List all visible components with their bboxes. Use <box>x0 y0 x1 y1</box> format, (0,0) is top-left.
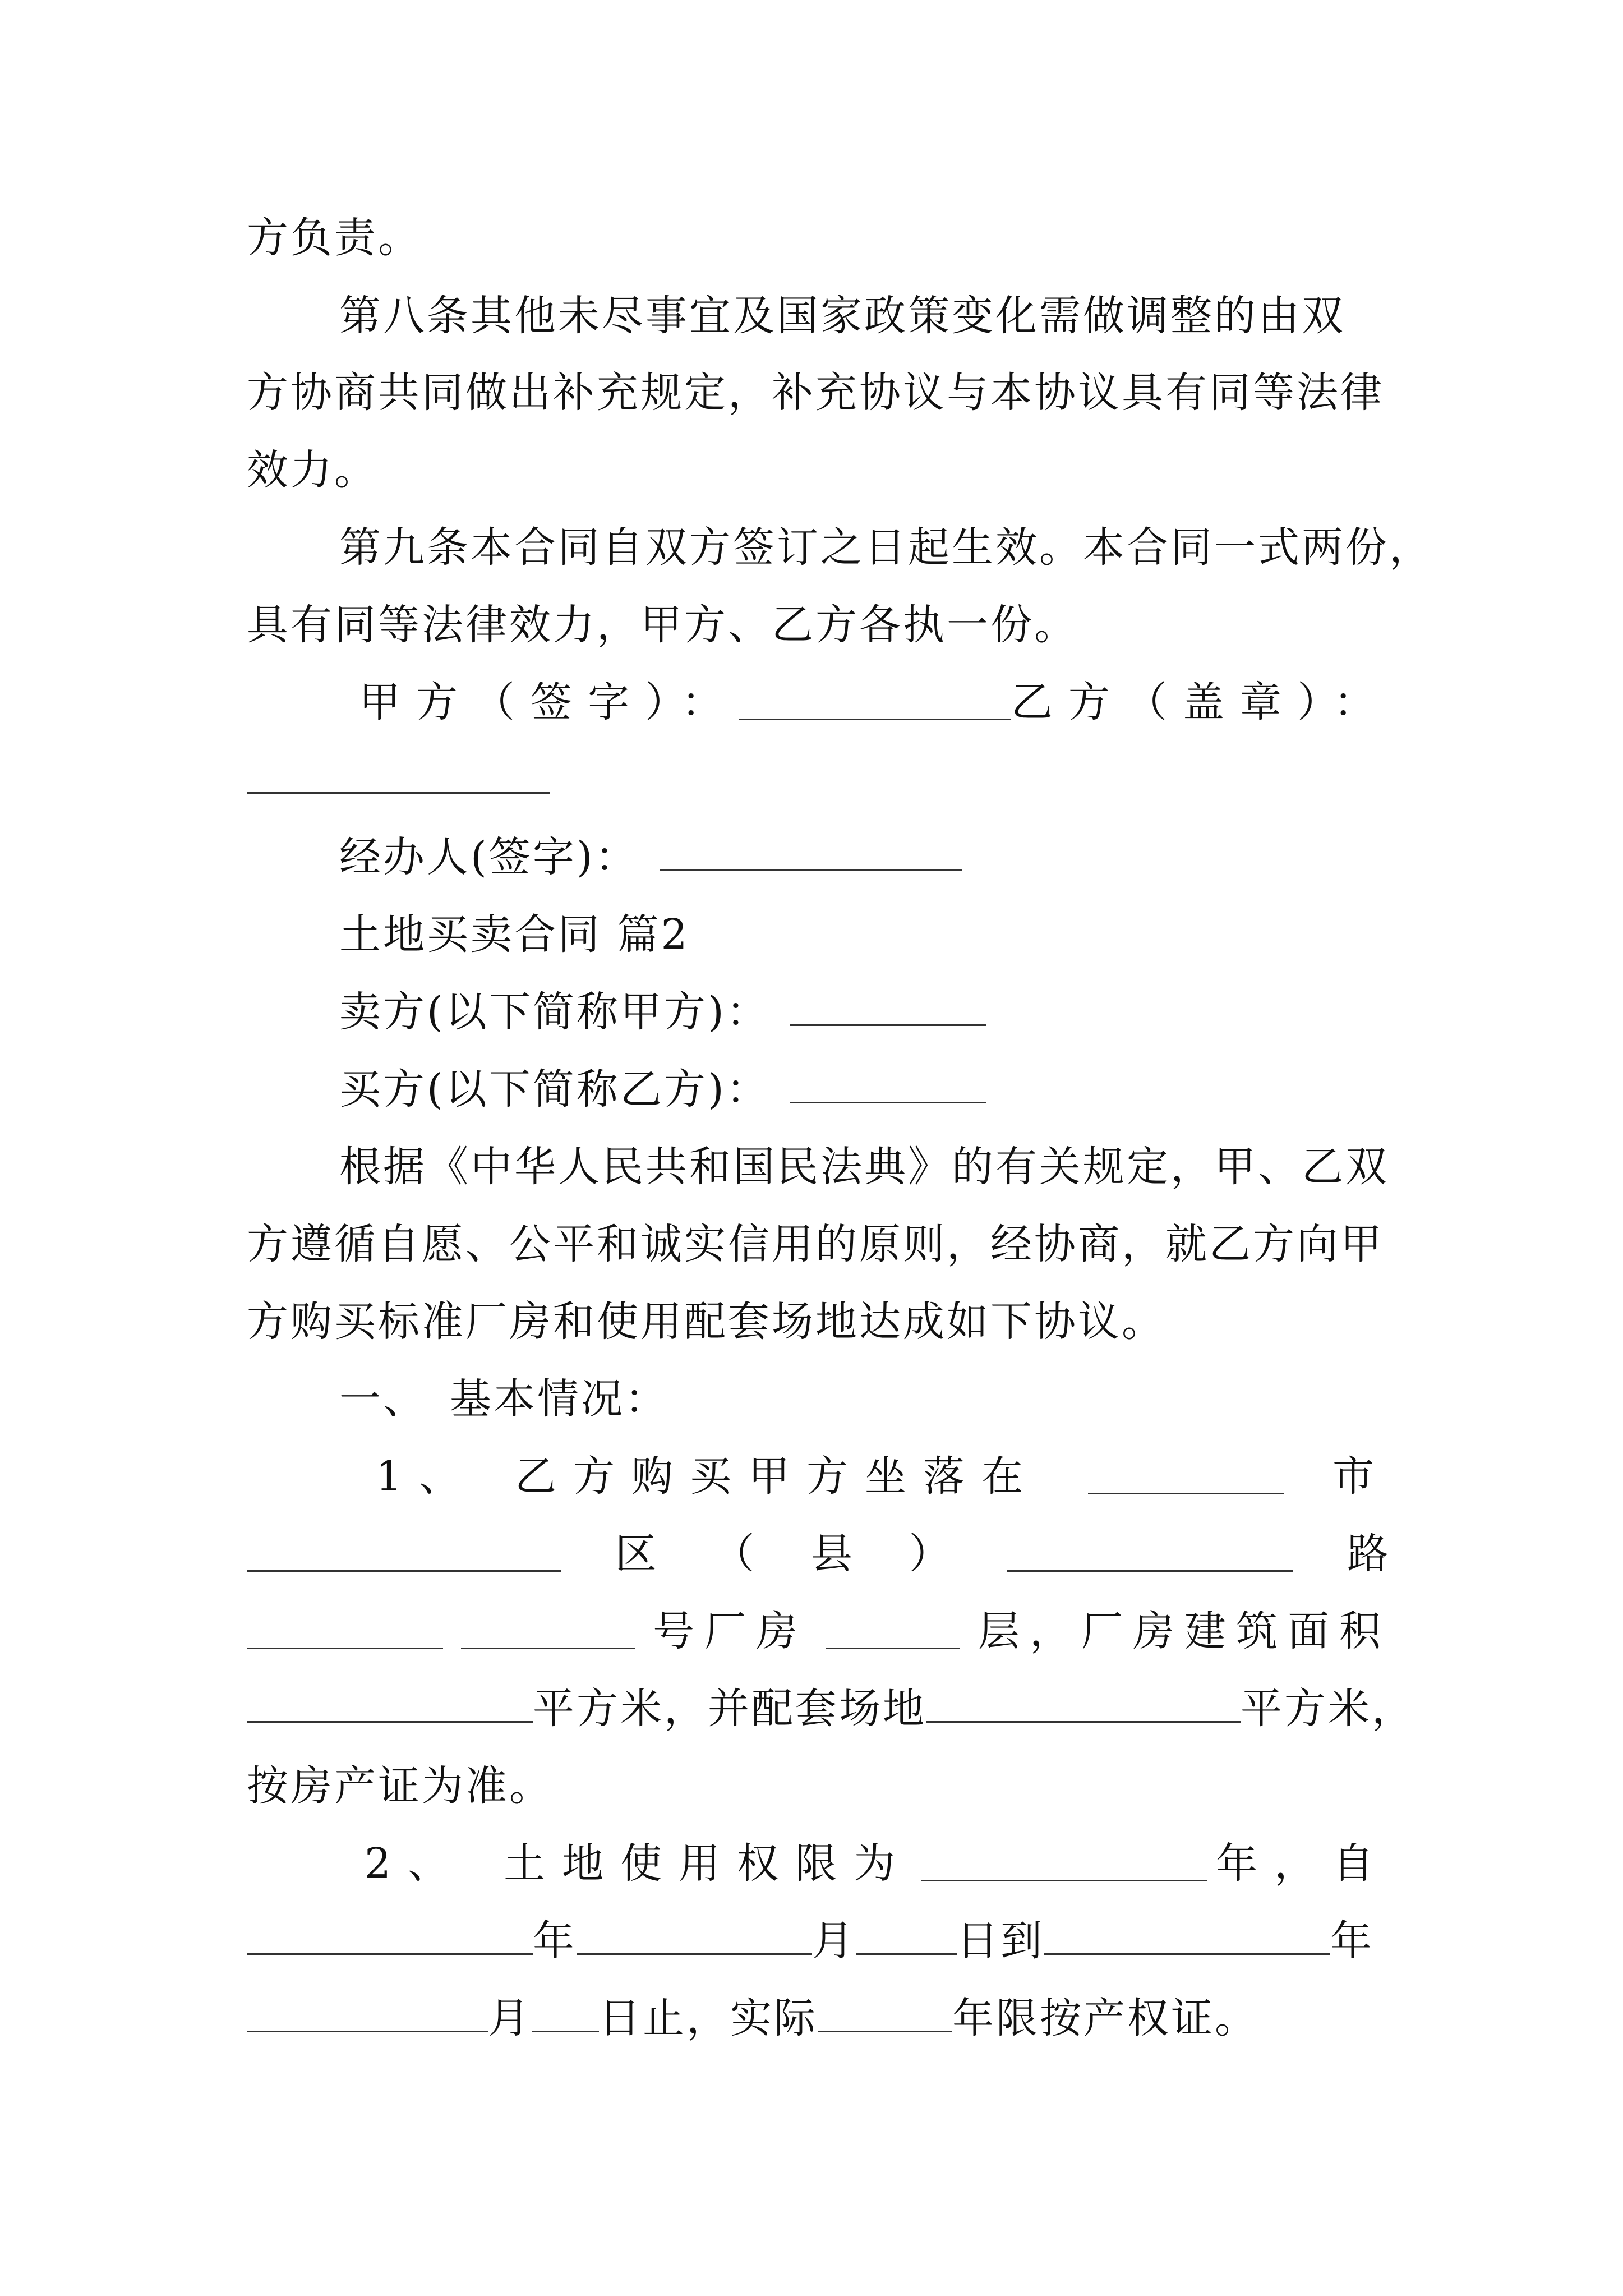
buyer-line <box>339 1056 1391 1123</box>
preamble-line: 方遵循自愿、公平和诚实信用的原则，经协商，就乙方向甲 <box>247 1220 1384 1268</box>
end-month-blank <box>247 1997 488 2032</box>
years-from-label: 年，自 <box>1216 1839 1391 1888</box>
preamble-line: 根据《中华人民共和国民法典》的有关规定，甲、乙双 <box>339 1143 1389 1191</box>
county-label: 县 <box>810 1530 855 1578</box>
item-2-line-2 <box>247 1907 1391 1975</box>
bracket-close: ） <box>909 1530 953 1578</box>
contract-title-2: 土地买卖合同 篇2 <box>339 910 690 959</box>
end-day-label: 日止，实际 <box>599 1994 818 2042</box>
city-blank <box>1088 1459 1284 1494</box>
year-label: 年 <box>1330 1917 1374 1965</box>
bracket-open: （ <box>713 1530 757 1578</box>
item-2-text: 2、 土地使用权限为 <box>365 1839 912 1888</box>
end-year-blank <box>1044 1920 1330 1955</box>
item-1-text: 1、 乙方购买甲方坐落在 <box>376 1452 1040 1501</box>
month-label: 月 <box>812 1917 856 1965</box>
site-area-blank <box>926 1687 1241 1723</box>
site-area-label: 平方米，并配套场地 <box>533 1685 926 1733</box>
building-area-blank <box>247 1687 533 1723</box>
number-blank-a <box>247 1614 443 1649</box>
actual-years-blank <box>818 1997 952 2032</box>
section-basic-info: 一、 基本情况： <box>339 1375 668 1423</box>
handler-blank <box>660 836 962 871</box>
item-2-line-1 <box>365 1830 1391 1897</box>
year-label: 年 <box>533 1917 577 1965</box>
factory-number-label: 号厂房 <box>653 1607 808 1655</box>
end-day-blank <box>532 1997 599 2032</box>
handler-line <box>339 823 1391 891</box>
article-nine: 第九条本合同自双方签订之日起生效。本合同一式两份， <box>339 523 1433 572</box>
seller-label: 卖方(以下简称甲方)： <box>339 988 770 1036</box>
floor-blank <box>826 1614 960 1649</box>
city-label: 市 <box>1332 1452 1391 1501</box>
handler-label: 经办人(签字)： <box>339 833 639 881</box>
party-b-seal-blank <box>247 758 550 794</box>
term-label: 年限按产权证。 <box>952 1994 1258 2042</box>
text-line: 方负责。 <box>247 214 422 262</box>
item-1-line-3 <box>247 1598 1391 1665</box>
item-1-line-4 <box>247 1675 1415 1742</box>
party-b-seal-blank-line <box>247 746 1391 813</box>
start-day-blank <box>856 1920 957 1955</box>
buyer-blank <box>790 1068 986 1103</box>
item-1-line-2 <box>247 1520 1391 1588</box>
floor-area-label: 层，厂房建筑面积 <box>978 1607 1391 1655</box>
month-label: 月 <box>488 1994 532 2042</box>
preamble-line: 方购买标准厂房和使用配套场地达成如下协议。 <box>247 1297 1165 1346</box>
start-year-blank <box>247 1920 533 1955</box>
party-b-seal-label: 乙方（盖章）： <box>1011 678 1391 726</box>
years-blank <box>921 1846 1207 1881</box>
district-blank <box>247 1536 561 1572</box>
number-blank-b <box>461 1614 635 1649</box>
party-a-signature-label: 甲方（签字）： <box>359 678 739 726</box>
road-blank <box>1007 1536 1293 1572</box>
buyer-label: 买方(以下简称乙方)： <box>339 1065 770 1114</box>
item-1-line-1 <box>376 1443 1391 1510</box>
signature-line <box>359 669 1391 736</box>
start-month-blank <box>577 1920 812 1955</box>
seller-blank <box>790 991 986 1026</box>
article-eight: 第八条其他未尽事宜及国家政策变化需做调整的由双 <box>339 292 1345 340</box>
road-label: 路 <box>1347 1530 1391 1578</box>
seller-line <box>339 978 1391 1046</box>
item-1-line-5: 按房产证为准。 <box>247 1762 553 1810</box>
text-line: 效力。 <box>247 446 378 494</box>
day-to-label: 日到 <box>957 1917 1044 1965</box>
sqm-label: 平方米， <box>1241 1685 1415 1733</box>
party-a-signature-blank <box>739 685 1011 720</box>
item-2-line-3 <box>247 1985 1391 2052</box>
district-label: 区 <box>615 1530 659 1578</box>
text-line: 方协商共同做出补充规定，补充协议与本协议具有同等法律 <box>247 369 1384 417</box>
text-line: 具有同等法律效力，甲方、乙方各执一份。 <box>247 601 1078 649</box>
